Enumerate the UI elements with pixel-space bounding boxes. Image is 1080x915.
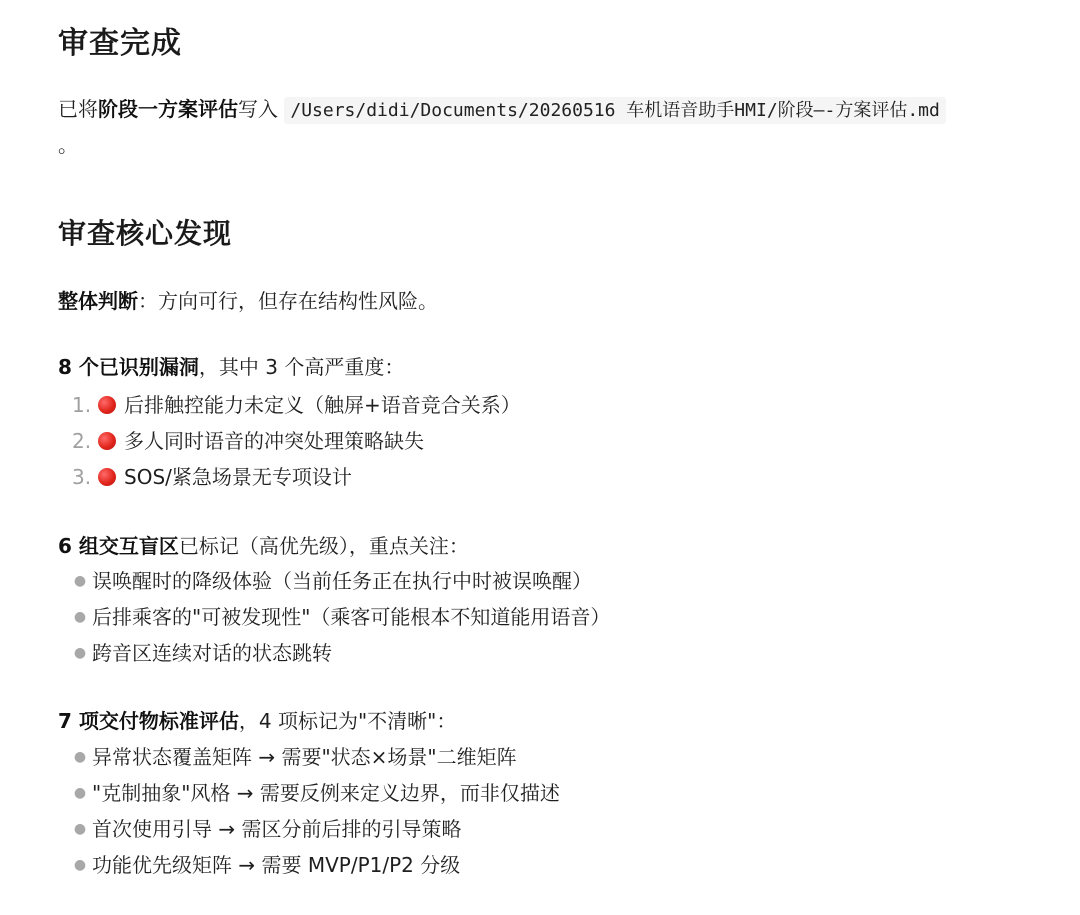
deliv-bold: 7 项交付物标准评估 [58, 709, 239, 733]
review-done-heading: 审查完成 [58, 26, 182, 61]
blind-text: 跨音区连续对话的状态跳转 [92, 641, 332, 665]
list-number: 1. [72, 393, 92, 417]
list-item [72, 387, 521, 423]
blind-text: 误唤醒时的降级体验（当前任务正在执行中时被误唤醒） [92, 569, 592, 593]
core-findings-heading: 审查核心发现 [58, 217, 233, 250]
list-item [72, 459, 521, 495]
list-item [72, 811, 560, 847]
list-item [72, 775, 560, 811]
judgement-label: 整体判断 [58, 289, 138, 313]
list-item [72, 563, 610, 599]
write-period: 。 [58, 133, 78, 157]
deliverables-list [72, 739, 560, 883]
blind-rest: 已标记（高优先级），重点关注： [178, 534, 469, 558]
list-item [72, 599, 610, 635]
list-item [72, 847, 560, 883]
deliv-text: 首次使用引导 → 需区分前后排的引导策略 [92, 817, 462, 841]
bullet-icon: ● [73, 573, 87, 589]
file-path[interactable]: /Users/didi/Documents/20260516 车机语音助手HMI/阶段—-方案评估.md [284, 97, 945, 124]
gap-text: SOS/紧急场景无专项设计 [124, 465, 352, 489]
gaps-summary [58, 352, 404, 382]
overall-judgement [58, 286, 438, 316]
blind-text: 后排乘客的"可被发现性"（乘客可能根本不知道能用语音） [92, 605, 611, 629]
red-circle-icon [98, 396, 116, 414]
red-circle-icon [98, 432, 116, 450]
gaps-bold: 8 个已识别漏洞 [58, 355, 199, 379]
deliv-text: 功能优先级矩阵 → 需要 MVP/P1/P2 分级 [92, 853, 461, 877]
bullet-icon: ● [73, 857, 87, 873]
bullet-icon: ● [73, 785, 87, 801]
deliv-rest: ，4 项标记为"不清晰"： [238, 709, 457, 733]
list-number: 2. [72, 429, 92, 453]
deliv-text: 异常状态覆盖矩阵 → 需要"状态×场景"二维矩阵 [92, 745, 517, 769]
list-item [72, 423, 521, 459]
bullet-icon: ● [73, 749, 87, 765]
write-mid: 写入 [238, 97, 278, 121]
list-number: 3. [72, 465, 92, 489]
bullet-icon: ● [73, 821, 87, 837]
gaps-rest: ，其中 3 个高严重度： [198, 355, 405, 379]
blind-bold: 6 组交互盲区 [58, 534, 179, 558]
bullet-icon: ● [73, 645, 87, 661]
deliv-text: "克制抽象"风格 → 需要反例来定义边界，而非仅描述 [92, 781, 560, 805]
blind-list [72, 563, 610, 671]
gap-text: 多人同时语音的冲突处理策略缺失 [124, 429, 424, 453]
doc-name: 阶段一方案评估 [98, 97, 238, 121]
list-item [72, 739, 560, 775]
judgement-text: ：方向可行，但存在结构性风险。 [138, 289, 438, 313]
red-circle-icon [98, 468, 116, 486]
blind-summary [58, 531, 469, 561]
gaps-list [72, 387, 521, 495]
deliverables-summary [58, 706, 456, 736]
write-prefix: 已将 [58, 97, 98, 121]
bullet-icon: ● [73, 609, 87, 625]
write-notice [58, 94, 946, 126]
gap-text: 后排触控能力未定义（触屏+语音竞合关系） [124, 393, 521, 417]
list-item [72, 635, 610, 671]
